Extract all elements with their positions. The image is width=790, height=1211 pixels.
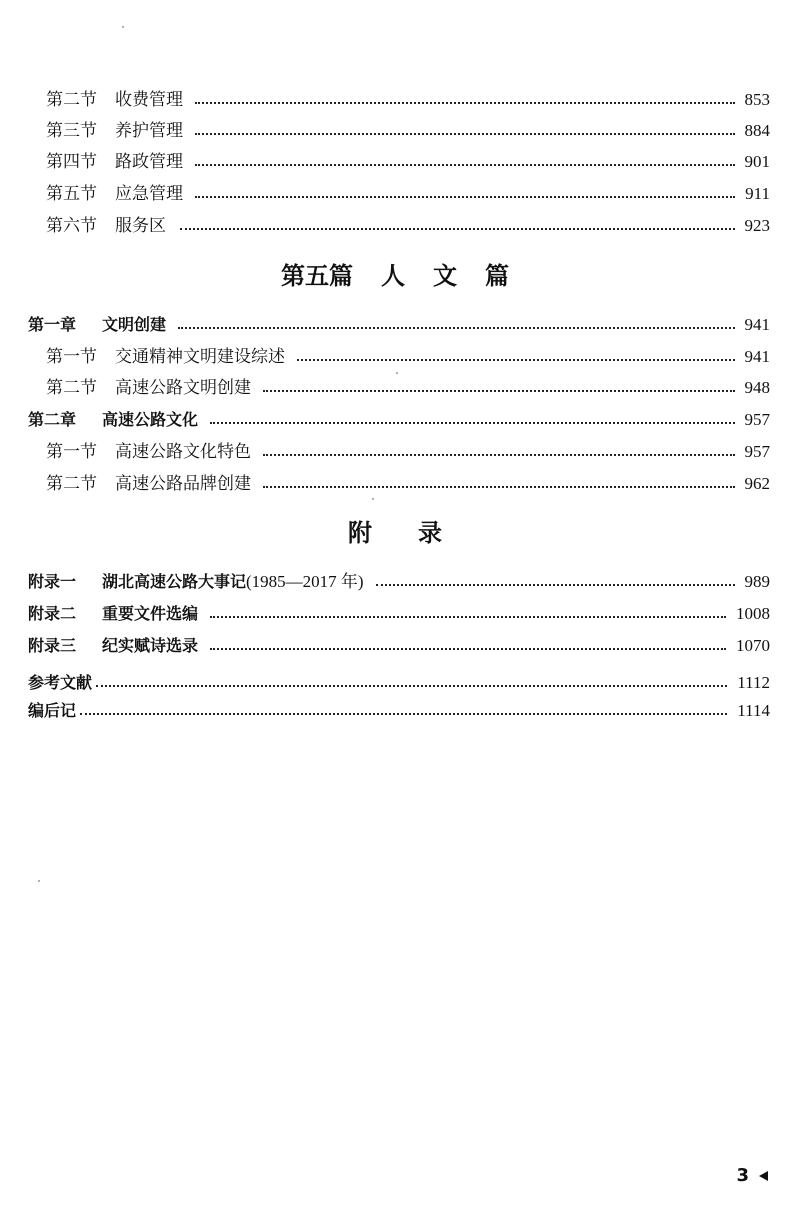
- appendix-number: 附录二: [28, 604, 77, 623]
- section-number: 第四节: [46, 152, 97, 172]
- toc-entry-section: [46, 181, 770, 207]
- afterword-title: 编后记: [28, 701, 77, 720]
- section-title: 路政管理: [115, 152, 183, 172]
- scan-speck: [38, 880, 40, 882]
- page-ref: 957: [744, 410, 770, 429]
- toc-entry-appendix: [28, 601, 770, 627]
- chapter-number: 第一章: [28, 315, 77, 334]
- toc-entry-section: [46, 375, 770, 401]
- toc-entry-section: [46, 118, 770, 144]
- toc-entry-appendix: [28, 569, 770, 595]
- section-title: 应急管理: [115, 184, 183, 204]
- appendix-number: 附录一: [28, 572, 77, 591]
- page-ref: 884: [744, 121, 770, 140]
- scan-speck: [372, 498, 374, 500]
- dot-leader: [195, 196, 735, 198]
- page-ref: 1112: [737, 673, 770, 692]
- section-number: 第一节: [46, 442, 97, 462]
- page-ref: 957: [744, 442, 770, 461]
- toc-entry-section: [46, 87, 770, 113]
- page-ref: 962: [744, 474, 770, 493]
- toc-entry-chapter: [28, 312, 770, 338]
- section-title: 高速公路文化特色: [115, 442, 251, 462]
- toc-entry-section: [46, 471, 770, 497]
- dot-leader: [210, 648, 726, 650]
- dot-leader: [263, 454, 735, 456]
- dot-leader: [180, 228, 735, 230]
- section-number: 第五节: [46, 184, 97, 204]
- dot-leader: [80, 713, 727, 715]
- appendix-number: 附录三: [28, 636, 77, 655]
- dot-leader: [376, 584, 735, 586]
- part-heading: [0, 261, 790, 291]
- toc-entry-section: [46, 344, 770, 370]
- section-number: 第二节: [46, 474, 97, 494]
- dot-leader: [210, 422, 734, 424]
- section-number: 第二节: [46, 378, 97, 398]
- section-number: 第六节: [46, 216, 97, 236]
- section-title: 养护管理: [115, 121, 183, 141]
- dot-leader: [178, 327, 734, 329]
- page-number-text: 3: [736, 1165, 749, 1186]
- page-ref: 1114: [737, 701, 770, 720]
- appendix-heading: [0, 518, 790, 548]
- scan-speck: [396, 372, 398, 374]
- toc-entry-references: [28, 670, 770, 696]
- dot-leader: [195, 164, 735, 166]
- left-triangle-icon: [759, 1171, 768, 1181]
- part-heading-word: 第五篇: [281, 262, 353, 290]
- appendix-title: 重要文件选编: [102, 604, 199, 623]
- dot-leader: [210, 616, 726, 618]
- toc-entry-section: [46, 439, 770, 465]
- dot-leader: [297, 359, 735, 361]
- section-number: 第一节: [46, 347, 97, 367]
- section-title: 高速公路品牌创建: [115, 474, 251, 494]
- toc-entry-chapter: [28, 407, 770, 433]
- toc-entry-appendix: [28, 633, 770, 659]
- section-title: 服务区: [115, 216, 166, 236]
- appendix-title: 纪实赋诗选录: [102, 636, 199, 655]
- chapter-title: 高速公路文化: [102, 410, 199, 429]
- page-ref: 901: [744, 152, 770, 171]
- page-ref: 853: [744, 90, 770, 109]
- page-ref: 1008: [736, 604, 770, 623]
- page-number: [736, 1165, 768, 1186]
- part-heading-word: 篇: [485, 262, 509, 290]
- dot-leader: [263, 486, 735, 488]
- appendix-heading-word: 附: [348, 519, 372, 547]
- toc-entry-section: [46, 213, 770, 239]
- page-ref: 989: [744, 572, 770, 591]
- section-number: 第二节: [46, 90, 97, 110]
- section-number: 第三节: [46, 121, 97, 141]
- scan-speck: [122, 26, 124, 28]
- part-heading-word: 人: [381, 262, 405, 290]
- page-ref: 1070: [736, 636, 770, 655]
- chapter-number: 第二章: [28, 410, 77, 429]
- section-title: 交通精神文明建设综述: [115, 347, 285, 367]
- chapter-title: 文明创建: [102, 315, 167, 334]
- page-ref: 941: [744, 347, 770, 366]
- page-ref: 941: [744, 315, 770, 334]
- toc-entry-afterword: [28, 698, 770, 724]
- section-title: 收费管理: [115, 90, 183, 110]
- dot-leader: [263, 390, 735, 392]
- page-ref: 911: [745, 184, 770, 203]
- dot-leader: [195, 133, 735, 135]
- section-title: 高速公路文明创建: [115, 378, 251, 398]
- dot-leader: [195, 102, 735, 104]
- appendix-heading-word: 录: [418, 519, 442, 547]
- appendix-title: 湖北高速公路大事记: [102, 572, 247, 591]
- dot-leader: [96, 685, 727, 687]
- page-ref: 948: [744, 378, 770, 397]
- page-ref: 923: [744, 216, 770, 235]
- part-heading-word: 文: [433, 262, 457, 290]
- toc-entry-section: [46, 149, 770, 175]
- references-title: 参考文献: [28, 673, 93, 692]
- appendix-title-suffix: (1985—2017 年): [246, 572, 364, 591]
